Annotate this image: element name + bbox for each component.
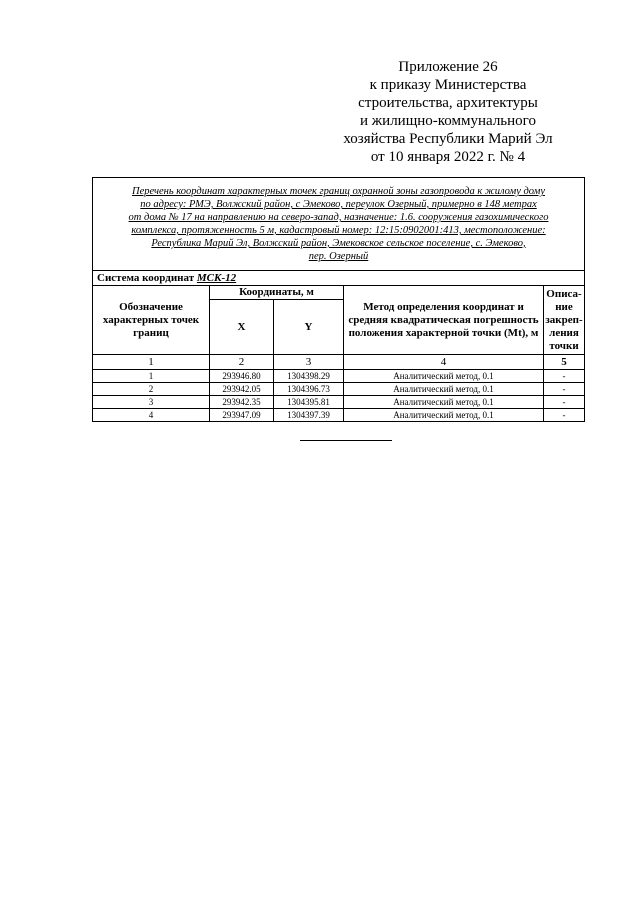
cell-method: Аналитический метод, 0.1 xyxy=(344,370,544,383)
cell-point: 1 xyxy=(93,370,210,383)
cell-point: 2 xyxy=(93,383,210,396)
col-number: 4 xyxy=(344,355,544,370)
appendix-line: к приказу Министерства xyxy=(369,77,527,93)
intro-line: от дома № 17 на направлению на северо-запад, назначение: 1.6. сооружения газохимического xyxy=(128,212,549,223)
intro-line: Республика Марий Эл, Волжский район, Эмековское сельское поселение, с. Эмеково, xyxy=(151,238,526,249)
cell-x: 293947.09 xyxy=(210,409,274,422)
table-row xyxy=(93,409,585,422)
header-x: X xyxy=(210,300,274,355)
appendix-line: от 10 января 2022 г. № 4 xyxy=(370,149,526,165)
appendix-line: строительства, архитектуры xyxy=(358,95,538,111)
cell-y: 1304395.81 xyxy=(274,396,344,409)
cell-description: - xyxy=(544,409,585,422)
appendix-line: Приложение 26 xyxy=(398,59,498,75)
table-row xyxy=(93,370,585,383)
header-description: Описа-ние закреп-ления точки xyxy=(544,286,585,355)
cell-point: 4 xyxy=(93,409,210,422)
header-point: Обозначение характерных точек границ xyxy=(93,286,210,355)
header-coords: Координаты, м xyxy=(210,286,344,300)
separator-line xyxy=(300,440,392,441)
cell-description: - xyxy=(544,383,585,396)
intro-line: комплекса, протяженность 5 м, кадастровый номер: 12:15:0902001:413, местоположение: xyxy=(131,225,546,236)
cell-method: Аналитический метод, 0.1 xyxy=(344,409,544,422)
cell-method: Аналитический метод, 0.1 xyxy=(344,383,544,396)
col-number: 3 xyxy=(274,355,344,370)
coordinates-table xyxy=(92,177,585,422)
cell-x: 293942.05 xyxy=(210,383,274,396)
cell-x: 293942.35 xyxy=(210,396,274,409)
col-number: 5 xyxy=(544,355,585,370)
cell-y: 1304396.73 xyxy=(274,383,344,396)
col-number: 1 xyxy=(93,355,210,370)
table-intro xyxy=(93,178,585,271)
table-row xyxy=(93,396,585,409)
cell-y: 1304397.39 xyxy=(274,409,344,422)
cell-description: - xyxy=(544,396,585,409)
appendix-line: и жилищно-коммунального xyxy=(360,113,536,129)
coordinate-system-row xyxy=(93,271,585,286)
col-number: 2 xyxy=(210,355,274,370)
appendix-line: хозяйства Республики Марий Эл xyxy=(343,131,553,147)
system-value: МСК-12 xyxy=(196,272,237,284)
table-row xyxy=(93,383,585,396)
cell-y: 1304398.29 xyxy=(274,370,344,383)
cell-method: Аналитический метод, 0.1 xyxy=(344,396,544,409)
intro-line: Перечень координат характерных точек границ охранной зоны газопровода к жилому дому xyxy=(131,186,546,197)
header-y: Y xyxy=(274,300,344,355)
system-label: Система координат xyxy=(97,272,195,284)
header-method: Метод определения координат и средняя квадратическая погрешность положения характерной точки (Mt), м xyxy=(344,286,544,355)
cell-x: 293946.80 xyxy=(210,370,274,383)
intro-line: пер. Озерный xyxy=(308,251,369,262)
cell-description: - xyxy=(544,370,585,383)
appendix-header xyxy=(323,58,573,166)
intro-line: по адресу: РМЭ, Волжский район, с Эмеково, переулок Озерный, примерно в 148 метрах xyxy=(140,199,537,210)
cell-point: 3 xyxy=(93,396,210,409)
